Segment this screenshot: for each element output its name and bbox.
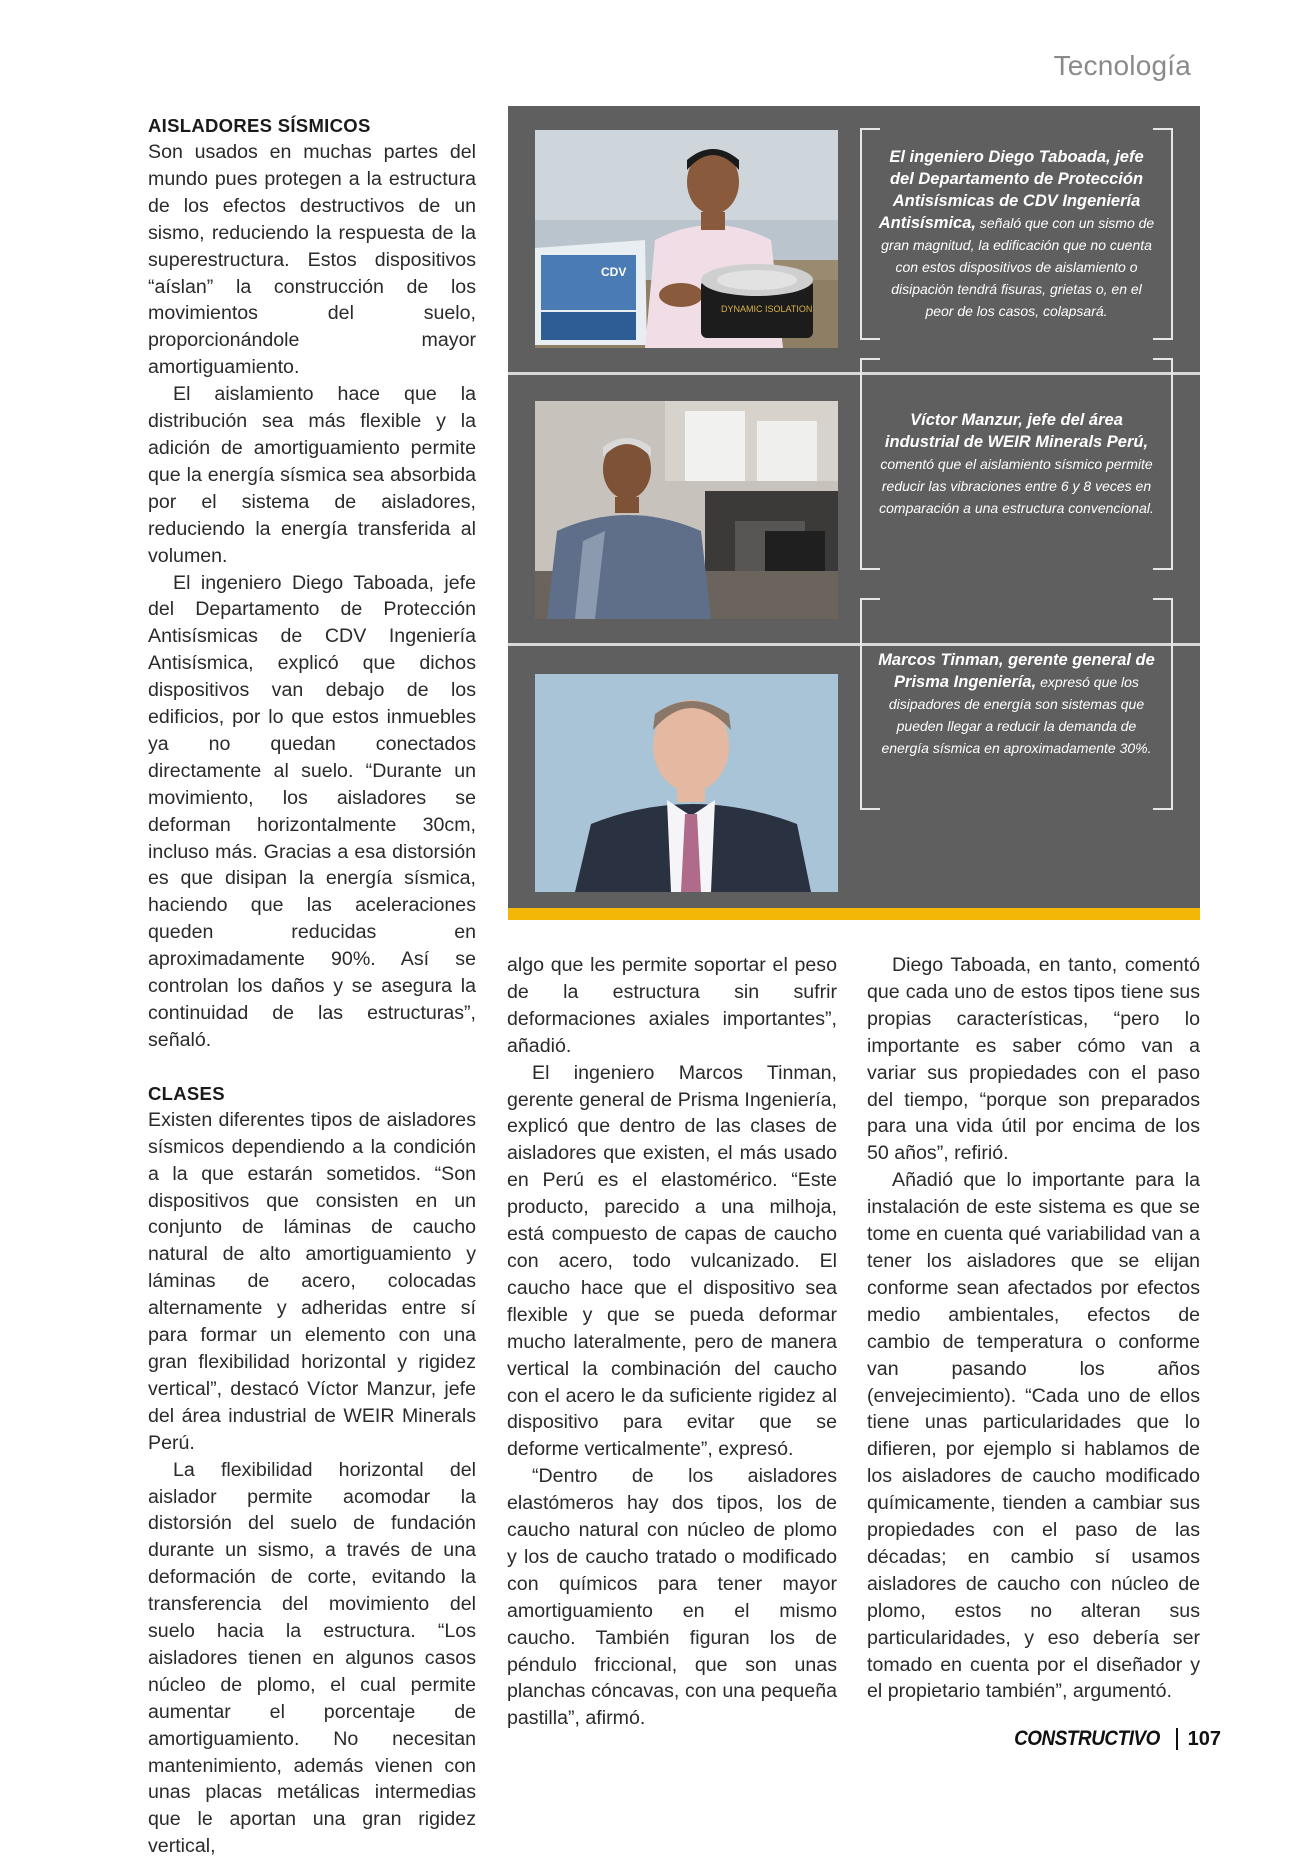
caption-frame-3 [860, 598, 1173, 810]
caption-frame-2 [860, 358, 1173, 570]
column-2 [507, 952, 837, 1732]
photo-marcos-tinman [535, 674, 838, 892]
caption-name: El ingeniero Diego Taboada, jefe del Departamento de Protección Antisísmicas de CDV Ingeniería Antisísmica, [878, 148, 1144, 232]
paragraph: El aislamiento hace que la distribución sea más flexible y la adición de amortiguamiento permite que la energía sísmica sea absorbida por el sistema de aisladores, reduciendo la energía transferida al volumen. [148, 383, 476, 567]
paragraph: Son usados en muchas partes del mundo pues protegen a la estructura de los efectos destructivos de un sismo, reduciendo la respuesta de la superestructura. Estos dispositivos “aíslan” la construcción de los movimientos del suelo, proporcionándole mayor amortiguamiento. [148, 141, 476, 379]
page-number: 107 [1187, 1727, 1221, 1750]
column-3 [867, 952, 1200, 1705]
caption-diego-taboada [876, 146, 1157, 322]
caption-text: comentó que el aislamiento sísmico permite reducir las vibraciones entre 6 y 8 veces en comparación a una estructura convencional. [879, 456, 1154, 516]
heading-aisladores-sismicos: AISLADORES SÍSMICOS [148, 115, 371, 136]
caption-victor-manzur [876, 409, 1157, 519]
accent-bar [508, 908, 1200, 920]
paragraph: algo que les permite soportar el peso de la estructura sin sufrir deformaciones axiales importantes”, añadió. [507, 954, 837, 1057]
caption-frame-1 [860, 128, 1173, 340]
caption-name: Víctor Manzur, jefe del área industrial de WEIR Minerals Perú, [884, 411, 1149, 451]
caption-marcos-tinman [876, 649, 1157, 759]
caption-name: Marcos Tinman, gerente general de Prisma Ingeniería, [878, 651, 1155, 691]
column-1 [148, 113, 476, 1860]
page-footer [1006, 1727, 1221, 1751]
heading-clases: CLASES [148, 1082, 225, 1104]
paragraph: Añadió que lo importante para la instalación de este sistema es que se tome en cuenta qué variabilidad van a tener los aisladores que se elijan conforme sean afectados por efectos medio ambientales, efectos de cambio de temperatura o conforme van pasando los años (envejecimiento). “Cada uno de ellos tiene unas particularidades que lo difieren, por ejemplo si hablamos de los aisladores de caucho modificado químicamente, tienden a cambiar sus propiedades con el paso de las décadas; en cambio sí usamos aisladores de caucho con núcleo de plomo, estos no alteran sus particularidades, y eso debería ser tomado en cuenta por el diseñador y el propietario también”, argumentó. [867, 1169, 1200, 1703]
device-label: DYNAMIC ISOLATION [721, 304, 813, 314]
magazine-brand: CONSTRUCTIVO [1013, 1727, 1160, 1750]
section-label: Tecnología [1053, 50, 1191, 81]
photo-victor-manzur [535, 401, 838, 619]
caption-text: expresó que los disipadores de energía son sistemas que pueden llegar a reducir la demanda de energía sísmica en aproximadamente 30%. [881, 674, 1152, 756]
paragraph: Existen diferentes tipos de aisladores sísmicos dependiendo a la condición a la que estarán sometidos. “Son dispositivos que consisten en un conjunto de láminas de caucho natural de alto amortiguamiento y láminas de acero, colocadas alternamente y adheridas entre sí para formar un elemento con una gran flexibilidad horizontal y rigidez vertical”, destacó Víctor Manzur, jefe del área industrial de WEIR Minerals Perú. [148, 1108, 476, 1454]
calendar-label: CDV [601, 265, 627, 279]
paragraph: El ingeniero Marcos Tinman, gerente general de Prisma Ingeniería, explicó que dentro de las clases de aisladores que existen, el más usado en Perú es el elastomérico. “Este producto, parecido a una milhoja, está compuesto de capas de caucho con acero, todo vulcanizado. El caucho hace que el dispositivo sea flexible y que se pueda deformar mucho lateralmente, pero de manera vertical la combinación del caucho con el acero le da suficiente rigidez al dispositivo para evitar que se deforme verticalmente”, expresó. [507, 1061, 837, 1461]
photo-diego-taboada [535, 130, 838, 348]
caption-text: señaló que con un sismo de gran magnitud, la edificación que no cuenta con estos dispositivos de aislamiento o disipación tendrá fisuras, grietas o, en el peor de los casos, colapsará. [881, 215, 1155, 319]
paragraph: La flexibilidad horizontal del aislador permite acomodar la distorsión del suelo de fundación durante un sismo, a través de una deformación de corte, evitando la transferencia del movimiento del suelo hacia la estructura. “Los aisladores tienen en algunos casos núcleo de plomo, el cual permite aumentar el porcentaje de amortiguamiento. No necesitan mantenimiento, además vienen con unas placas metálicas intermedias que le aportan una gran rigidez vertical, [148, 1458, 476, 1858]
footer-separator [1176, 1728, 1178, 1750]
paragraph: Diego Taboada, en tanto, comentó que cada uno de estos tipos tiene sus propias características, “pero lo importante es saber cómo van a variar sus propiedades con el paso del tiempo, “porque son preparados para una vida útil por encima de los 50 años”, refirió. [867, 954, 1200, 1165]
paragraph: “Dentro de los aisladores elastómeros hay dos tipos, los de caucho natural con núcleo de plomo y los de caucho tratado o modificado con químicos para tener mayor amortiguamiento en el mismo caucho. También figuran los de péndulo friccional, que son unas planchas cóncavas, con una pequeña pastilla”, afirmó. [507, 1465, 837, 1730]
photo-caption-panel [508, 106, 1200, 910]
paragraph: El ingeniero Diego Taboada, jefe del Departamento de Protección Antisísmicas de CDV Ingeniería Antisísmica, explicó que dichos dispositivos van debajo de los edificios, por lo que estos inmuebles ya no quedan conectados directamente al suelo. “Durante un movimiento, los aisladores se deforman horizontalmente 30cm, incluso más. Gracias a esa distorsión es que disipan la energía sísmica, haciendo que las aceleraciones queden reducidas en aproximadamente 90%. Así se controlan los daños y se asegura la continuidad de las estructuras”, señaló. [148, 571, 476, 1051]
